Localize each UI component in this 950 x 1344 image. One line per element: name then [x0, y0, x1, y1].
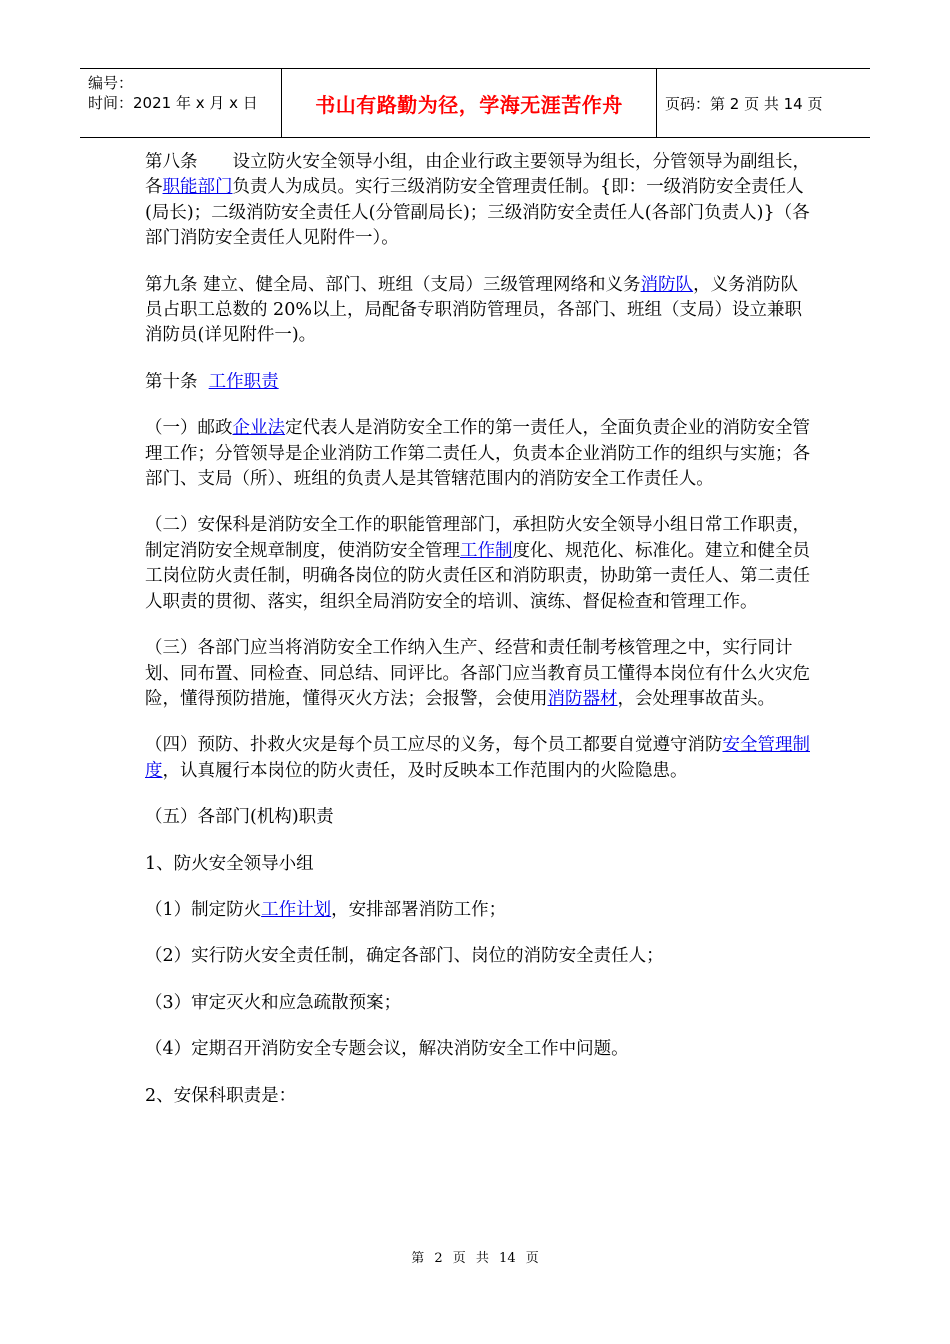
- link-work-system[interactable]: 工作制: [460, 540, 513, 561]
- paragraph-item-3: [145, 636, 815, 712]
- link-safety-management-system[interactable]: 安全管理制度: [145, 735, 810, 781]
- link-work-duties[interactable]: 工作职责: [208, 371, 279, 392]
- paragraph-article-10: [145, 370, 815, 395]
- paragraph-item-5: （五）各部门(机构)职责: [145, 807, 334, 828]
- paragraph-text: （四）预防、扑救火灾是每个员工应尽的义务，每个员工都要自觉遵守消防: [145, 735, 723, 756]
- paragraph-subitem-3: （3）审定灭火和应急疏散预案；: [145, 992, 402, 1013]
- page-footer: [0, 1247, 950, 1266]
- header-page-number: 页码：第 2 页 共 14 页: [665, 94, 823, 113]
- paragraph-item-2: [145, 513, 815, 615]
- paragraph-subitem-4: （4）定期召开消防安全专题会议，解决消防安全工作中问题。: [145, 1039, 629, 1060]
- paragraph-section-1: 1、防火安全领导小组: [145, 853, 314, 874]
- paragraph-text: ，会处理事故苗头。: [617, 688, 775, 709]
- paragraph-text: 定代表人是消防安全工作的第一责任人，全面负责企业的消防安全管理工作；分管领导是企业消防工作第二责任人，负责本企业消防工作的组织与实施；各部门、支局（所）、班组的负责人是其管辖范围内的消防安全工作责任人。: [145, 418, 810, 490]
- paragraph-text: （一）邮政: [145, 418, 233, 439]
- paragraph-text: ，认真履行本岗位的防火责任，及时反映本工作范围内的火险隐患。: [162, 760, 688, 781]
- paragraph-article-9: [145, 273, 815, 349]
- paragraph-text: 第十条: [145, 371, 209, 392]
- paragraph-text: 第八条 设立防火安全领导小组，由企业行政主要领导为组长，分管领导为副组长，各: [145, 152, 810, 198]
- footer-page-number: 第 2 页 共 14 页: [411, 1251, 539, 1266]
- paragraph-item-4: [145, 733, 815, 784]
- link-enterprise-law[interactable]: 企业法: [232, 418, 285, 439]
- paragraph-subitem-1: [145, 898, 815, 923]
- paragraph-item-1: [145, 416, 815, 492]
- paragraph-text: 度化、规范化、标准化。建立和健全员工岗位防火责任制，明确各岗位的防火责任区和消防职责，协助第一责任人、第二责任人职责的贯彻、落实，组织全局消防安全的培训、演练、督促检查和管理工作。: [145, 540, 810, 612]
- document-date-label: 时间：2021 年 x 月 x 日: [88, 94, 258, 112]
- paragraph-text: 第九条 建立、健全局、部门、班组（支局）三级管理网络和义务: [145, 274, 641, 295]
- paragraph-text: （1）制定防火: [145, 899, 262, 920]
- paragraph-section-2: 2、安保科职责是：: [145, 1085, 297, 1106]
- link-functional-departments[interactable]: 职能部门: [162, 177, 233, 198]
- paragraph-text: 负责人为成员。实行三级消防安全管理责任制。{即：一级消防安全责任人(局长)；二级消防安全责任人(分管副局长)；三级消防安全责任人(各部门负责人)}（各部门消防安全责任人见附件一）。: [145, 177, 810, 249]
- header-meta: [80, 69, 282, 137]
- header-page-cell: [657, 69, 870, 137]
- paragraph-text: （三）各部门应当将消防安全工作纳入生产、经营和责任制考核管理之中，实行同计划、同布置、同检查、同总结、同评比。各部门应当教育员工懂得本岗位有什么火灾危险，懂得预防措施，懂得灭火方法；会报警，会使用: [145, 638, 810, 709]
- paragraph-article-8: [145, 150, 815, 252]
- paragraph-text: ，安排部署消防工作；: [331, 899, 507, 920]
- header-motto: 书山有路勤为径，学海无涯苦作舟: [315, 92, 623, 117]
- link-work-plan[interactable]: 工作计划: [261, 899, 332, 920]
- link-fire-brigade[interactable]: 消防队: [640, 274, 694, 295]
- header-motto-cell: [282, 69, 657, 137]
- paragraph-text: ，义务消防队员占职工总数的 20%以上，局配备专职消防管理员，各部门、班组（支局）设立兼职消防员(详见附件一)。: [145, 274, 802, 346]
- page-header: [80, 68, 870, 138]
- document-number-label: 编号：: [88, 74, 134, 92]
- document-body: [145, 150, 815, 1130]
- paragraph-subitem-2: （2）实行防火安全责任制，确定各部门、岗位的消防安全责任人；: [145, 946, 664, 967]
- link-fire-equipment[interactable]: 消防器材: [547, 688, 618, 709]
- paragraph-text: （二）安保科是消防安全工作的职能管理部门，承担防火安全领导小组日常工作职责，制定消防安全规章制度，使消防安全管理: [145, 515, 810, 561]
